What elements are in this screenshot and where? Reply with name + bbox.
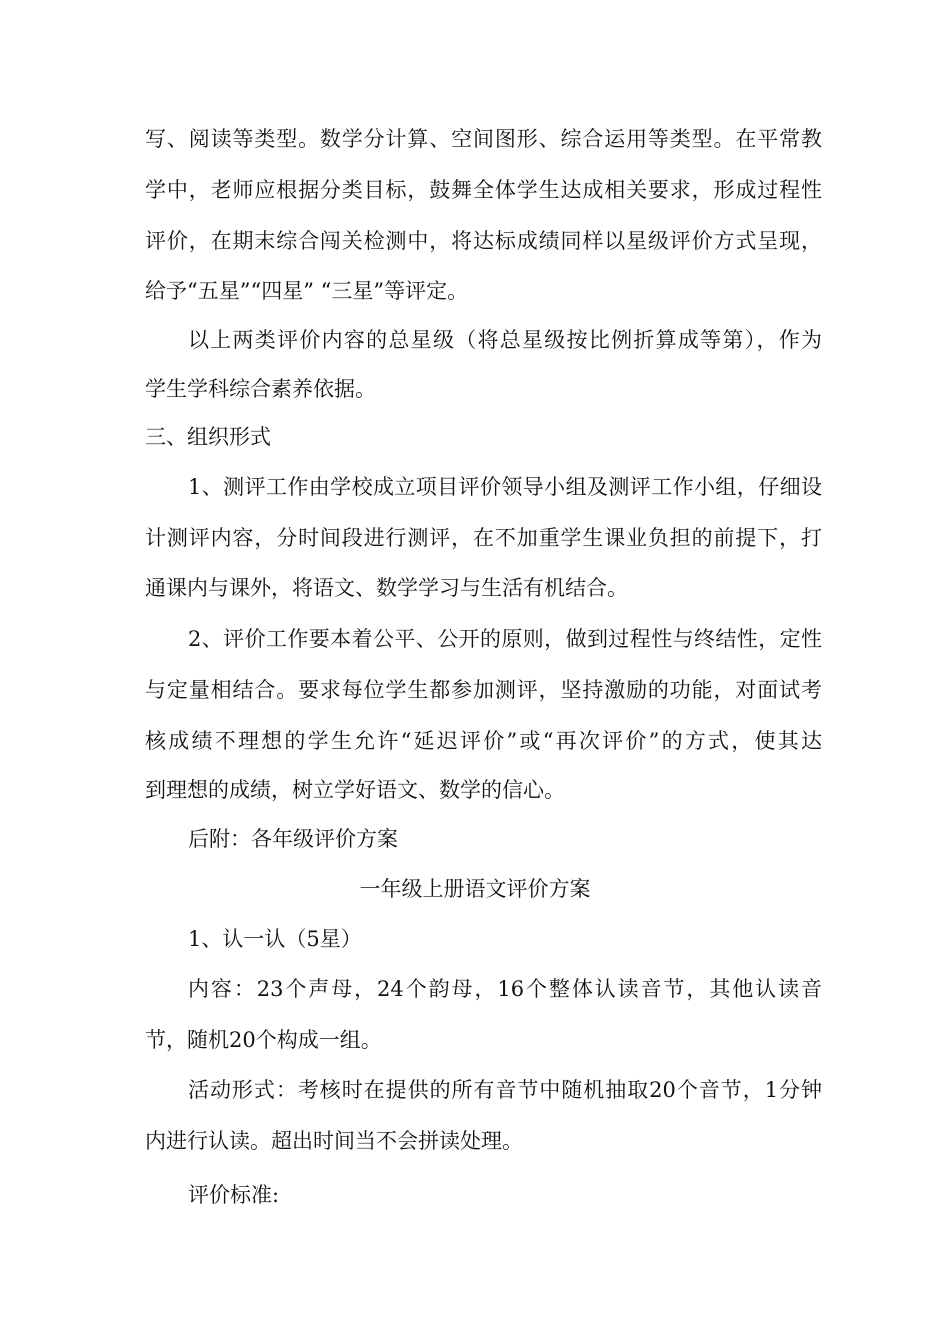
text-line: 学生学科综合素养依据。: [145, 377, 376, 401]
text-line: 到理想的成绩，树立学好语文、数学的信心。: [145, 778, 565, 802]
text-line: 与定量相结合。要求每位学生都参加测评，坚持激励的功能，对面试考: [145, 678, 822, 702]
appendix-note: 后附：各年级评价方案: [188, 827, 398, 851]
text-line: 1、测评工作由学校成立项目评价领导小组及测评工作小组，仔细设: [188, 475, 822, 499]
text-line: 计测评内容，分时间段进行测评，在不加重学生课业负担的前提下，打: [145, 526, 822, 550]
item-heading: 1、认一认（5星）: [188, 927, 362, 951]
text-line: 2、评价工作要本着公平、公开的原则，做到过程性与终结性，定性: [188, 627, 822, 651]
text-line: 评价，在期末综合闯关检测中，将达标成绩同样以星级评价方式呈现，: [145, 229, 822, 253]
section-heading: 三、组织形式: [145, 425, 271, 449]
text-line: 活动形式：考核时在提供的所有音节中随机抽取20个音节，1分钟: [188, 1078, 822, 1102]
text-line: 以上两类评价内容的总星级（将总星级按比例折算成等第），作为: [188, 328, 822, 352]
text-line: 内进行认读。超出时间当不会拼读处理。: [145, 1129, 523, 1153]
text-line: 核成绩不理想的学生允许“延迟评价”或“再次评价”的方式，使其达: [145, 729, 822, 753]
text-line: 内容：23个声母，24个韵母，16个整体认读音节，其他认读音: [188, 977, 822, 1001]
item-heading: 评价标准:: [188, 1183, 280, 1207]
text-line: 节，随机20个构成一组。: [145, 1028, 382, 1052]
text-line: 通课内与课外，将语文、数学学习与生活有机结合。: [145, 576, 628, 600]
text-line: 给予“五星”“四星” “三星”等评定。: [145, 279, 469, 303]
section-title: 一年级上册语文评价方案: [359, 877, 591, 901]
text-line: 写、阅读等类型。数学分计算、空间图形、综合运用等类型。在平常教: [145, 127, 822, 151]
text-line: 学中，老师应根据分类目标，鼓舞全体学生达成相关要求，形成过程性: [145, 178, 822, 202]
